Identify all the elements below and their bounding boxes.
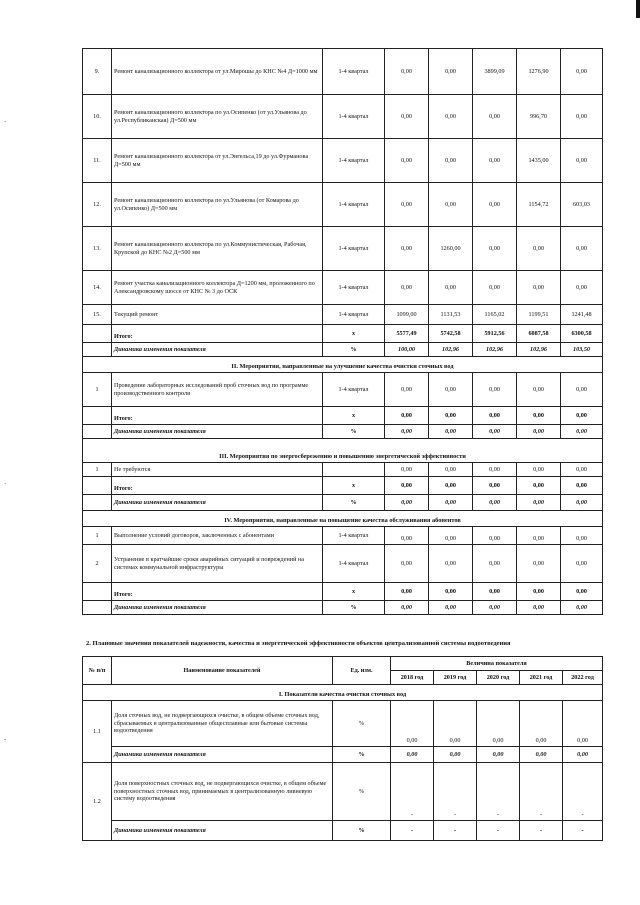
value-cell-1: 0,00 <box>385 373 429 407</box>
table-row <box>83 463 603 477</box>
value-cell-1: 0,00 <box>385 477 429 495</box>
indicator-name: Доля сточных вод, не подвергающихся очистке, в общем объеме сточных вод, сбрасываемых в централизованные общесплавные или бытовые системы водоотведения <box>112 701 333 747</box>
row-number: 2 <box>83 545 112 583</box>
total-label: Итого: <box>112 325 323 343</box>
value-cell-1: - <box>391 763 434 821</box>
value-cell-5: 0,00 <box>561 545 603 583</box>
value-cell-1: 0,00 <box>385 463 429 477</box>
value-cell-5: 0,00 <box>561 373 603 407</box>
value-cell-4: 0,00 <box>517 601 561 615</box>
period-cell: 1-4 квартал <box>323 95 385 139</box>
value-cell-1: 1099,00 <box>385 305 429 325</box>
table-row <box>83 373 603 407</box>
page-edge-mark <box>636 0 640 18</box>
measure-name: Не требуются <box>112 463 323 477</box>
measure-name: Ремонт канализационного коллектора по ул.Ульянова (от Комарова до ул.Осипенко) Д=500 мм <box>112 183 323 227</box>
row-number: 15. <box>83 305 112 325</box>
row-number: 1 <box>83 527 112 545</box>
period-cell: 1-4 квартал <box>323 527 385 545</box>
row-number: 11. <box>83 139 112 183</box>
row-number: 1.1 <box>83 701 112 763</box>
value-cell-1: 0,00 <box>385 425 429 439</box>
table-row <box>83 227 603 271</box>
total-row <box>83 325 603 343</box>
value-cell-4: 0,00 <box>520 701 563 747</box>
indicator-name: Доля поверхностных сточных вод, не подвергающихся очистке, в общем объеме поверхностных сточных вод, принимаемых в централизованную ливневую систему водоотведения <box>112 763 333 821</box>
value-cell-5: 0,00 <box>561 425 603 439</box>
table-row <box>83 763 603 821</box>
row-number: 14. <box>83 271 112 305</box>
section-heading: I. Показатели качества очистки сточных вод <box>83 685 603 701</box>
year-header-2: 2019 год <box>434 671 477 685</box>
value-cell-1: 0,00 <box>385 527 429 545</box>
row-number: 9. <box>83 49 112 95</box>
year-header-5: 2022 год <box>563 671 603 685</box>
empty-cell <box>83 343 112 357</box>
unit-cell: х <box>323 325 385 343</box>
value-cell-5: 0,00 <box>561 527 603 545</box>
value-cell-5: 0,00 <box>561 139 603 183</box>
value-cell-4: 1435,00 <box>517 139 561 183</box>
period-cell: 1-4 квартал <box>323 545 385 583</box>
value-cell-3: 0,00 <box>473 271 517 305</box>
value-cell-1: 0,00 <box>385 601 429 615</box>
value-cell-2: 0,00 <box>429 49 473 95</box>
value-cell-2: 1131,53 <box>429 305 473 325</box>
value-cell-1: 5577,49 <box>385 325 429 343</box>
total-row <box>83 583 603 601</box>
unit-cell: % <box>323 601 385 615</box>
value-cell-1: - <box>391 821 434 841</box>
value-cell-3: 0,00 <box>473 495 517 511</box>
unit-cell: х <box>323 583 385 601</box>
value-cell-2: 0,00 <box>429 601 473 615</box>
value-cell-4: 1276,90 <box>517 49 561 95</box>
section-row <box>83 357 603 373</box>
value-cell-4: 1199,51 <box>517 305 561 325</box>
value-cell-2: 0,00 <box>429 271 473 305</box>
value-cell-5: 603,03 <box>561 183 603 227</box>
value-cell-4: 0,00 <box>517 271 561 305</box>
value-cell-1: 0,00 <box>385 139 429 183</box>
margin-mark: · <box>4 480 7 488</box>
section-row <box>83 511 603 527</box>
dynamics-label: Динамика изменения показателя <box>112 747 333 763</box>
value-cell-5: 0,00 <box>561 271 603 305</box>
value-cell-4: 0,00 <box>517 545 561 583</box>
value-cell-4: 102,96 <box>517 343 561 357</box>
value-cell-4: - <box>520 763 563 821</box>
dynamics-row <box>83 343 603 357</box>
dynamics-label: Динамика изменения показателя <box>112 343 323 357</box>
measure-name: Ремонт канализационного коллектора от ул.Мирошы до КНС №4 Д=1000 мм <box>112 49 323 95</box>
value-cell-3: 0,00 <box>473 527 517 545</box>
measure-name: Текущий ремонт <box>112 305 323 325</box>
value-cell-2: 5742,58 <box>429 325 473 343</box>
value-cell-4: 0,00 <box>520 747 563 763</box>
value-cell-2: 0,00 <box>429 583 473 601</box>
dynamics-row <box>83 601 603 615</box>
unit-cell: х <box>323 407 385 425</box>
value-cell-2: 102,96 <box>429 343 473 357</box>
value-cell-4: 0,00 <box>517 527 561 545</box>
measure-name: Ремонт участка канализационного коллектора Д=1200 мм, проложенного по Александровскому шоссе от КНС № 3 до ОСК <box>112 271 323 305</box>
measure-name: Ремонт канализационного коллектора от ул.Энгельса,19 до ул.Фурманова Д=500 мм <box>112 139 323 183</box>
header-number: № п/п <box>83 657 112 685</box>
value-cell-1: 0,00 <box>391 701 434 747</box>
value-cell-4: 0,00 <box>517 463 561 477</box>
value-cell-3: 0,00 <box>473 425 517 439</box>
row-number: 1 <box>83 373 112 407</box>
total-label: Итого: <box>112 477 323 495</box>
header-value: Величина показателя <box>391 657 603 671</box>
dynamics-row <box>83 747 603 763</box>
header-name: Наименование показателей <box>112 657 333 685</box>
table-row <box>83 49 603 95</box>
value-cell-2: 1260,00 <box>429 227 473 271</box>
total-row <box>83 477 603 495</box>
total-row <box>83 407 603 425</box>
dynamics-label: Динамика изменения показателя <box>112 821 333 841</box>
section-caption: 2. Плановые значения показателей надежности, качества и энергетической эффективности объектов централизованной системы водоотведения <box>86 640 511 647</box>
year-header-4: 2021 год <box>520 671 563 685</box>
unit-cell: % <box>323 495 385 511</box>
unit-cell: % <box>323 343 385 357</box>
period-cell: 1-4 квартал <box>323 139 385 183</box>
value-cell-4: 0,00 <box>517 227 561 271</box>
value-cell-3: 0,00 <box>473 601 517 615</box>
empty-cell <box>83 601 112 615</box>
measures-table <box>82 48 603 615</box>
value-cell-3: 0,00 <box>473 407 517 425</box>
value-cell-5: - <box>563 821 603 841</box>
period-cell: 1-4 квартал <box>323 227 385 271</box>
section-heading: IV. Мероприятия, направленные на повышение качества обслуживания абонентов <box>83 511 603 527</box>
value-cell-5: 1241,48 <box>561 305 603 325</box>
value-cell-3: 102,96 <box>473 343 517 357</box>
value-cell-5: 0,00 <box>561 227 603 271</box>
value-cell-2: 0,00 <box>429 183 473 227</box>
value-cell-2: 0,00 <box>429 373 473 407</box>
value-cell-3: 0,00 <box>473 583 517 601</box>
value-cell-3: 3899,09 <box>473 49 517 95</box>
value-cell-5: 103,50 <box>561 343 603 357</box>
value-cell-2: 0,00 <box>429 407 473 425</box>
value-cell-3: 1165,02 <box>473 305 517 325</box>
empty-cell <box>83 325 112 343</box>
table-row <box>83 701 603 747</box>
measure-name: Проведение лабораторных исследований проб сточных вод по программе производственного контроля <box>112 373 323 407</box>
value-cell-2: 0,00 <box>429 425 473 439</box>
value-cell-1: 0,00 <box>385 583 429 601</box>
dynamics-label: Динамика изменения показателя <box>112 425 323 439</box>
empty-cell <box>83 477 112 495</box>
table-row <box>83 95 603 139</box>
value-cell-4: 6087,58 <box>517 325 561 343</box>
value-cell-3: 5912,56 <box>473 325 517 343</box>
value-cell-1: 0,00 <box>385 227 429 271</box>
value-cell-1: 0,00 <box>385 271 429 305</box>
dynamics-label: Динамика изменения показателя <box>112 495 323 511</box>
value-cell-2: 0,00 <box>429 527 473 545</box>
value-cell-3: 0,00 <box>473 227 517 271</box>
value-cell-2: 0,00 <box>429 139 473 183</box>
table-row <box>83 183 603 227</box>
section-row <box>83 685 603 701</box>
value-cell-1: 0,00 <box>385 183 429 227</box>
period-cell: 1-4 квартал <box>323 373 385 407</box>
value-cell-1: 0,00 <box>391 747 434 763</box>
value-cell-5: 0,00 <box>561 95 603 139</box>
value-cell-1: 0,00 <box>385 545 429 583</box>
value-cell-2: 0,00 <box>434 747 477 763</box>
section-heading: II. Мероприятия, направленные на улучшение качества очистки сточных вод <box>83 357 603 373</box>
measure-name: Устранение в кратчайшие сроки аварийных ситуаций и повреждений на системах коммунальной инфраструктуры <box>112 545 323 583</box>
table-row <box>83 545 603 583</box>
total-label: Итого: <box>112 407 323 425</box>
value-cell-5: 0,00 <box>561 49 603 95</box>
value-cell-2: 0,00 <box>434 701 477 747</box>
value-cell-4: 0,00 <box>517 495 561 511</box>
value-cell-1: 0,00 <box>385 49 429 95</box>
value-cell-3: 0,00 <box>473 545 517 583</box>
header-unit: Ед. изм. <box>333 657 391 685</box>
measure-name: Выполнение условий договоров, заключенных с абонентами <box>112 527 323 545</box>
period-cell: 1-4 квартал <box>323 183 385 227</box>
value-cell-3: 0,00 <box>473 183 517 227</box>
value-cell-3: 0,00 <box>477 701 520 747</box>
value-cell-4: - <box>520 821 563 841</box>
value-cell-5: 0,00 <box>563 701 603 747</box>
value-cell-3: 0,00 <box>473 477 517 495</box>
year-header-1: 2018 год <box>391 671 434 685</box>
period-cell <box>323 463 385 477</box>
value-cell-3: 0,00 <box>473 139 517 183</box>
value-cell-1: 0,00 <box>385 495 429 511</box>
value-cell-1: 0,00 <box>385 407 429 425</box>
year-header-3: 2020 год <box>477 671 520 685</box>
unit-cell: % <box>333 701 391 747</box>
value-cell-2: 0,00 <box>429 463 473 477</box>
unit-cell: % <box>333 821 391 841</box>
header-row <box>83 657 603 671</box>
unit-cell: х <box>323 477 385 495</box>
table-row <box>83 527 603 545</box>
value-cell-3: - <box>477 821 520 841</box>
value-cell-5: 0,00 <box>561 583 603 601</box>
value-cell-4: 0,00 <box>517 373 561 407</box>
total-label: Итого: <box>112 583 323 601</box>
value-cell-4: 0,00 <box>517 407 561 425</box>
value-cell-5: 0,00 <box>561 477 603 495</box>
section-row <box>83 439 603 463</box>
value-cell-3: 0,00 <box>473 95 517 139</box>
empty-cell <box>83 407 112 425</box>
value-cell-5: 0,00 <box>561 407 603 425</box>
value-cell-5: - <box>563 763 603 821</box>
period-cell: 1-4 квартал <box>323 49 385 95</box>
value-cell-2: - <box>434 821 477 841</box>
row-number: 12. <box>83 183 112 227</box>
dynamics-label: Динамика изменения показателя <box>112 601 323 615</box>
value-cell-4: 0,00 <box>517 583 561 601</box>
value-cell-3: 0,00 <box>477 747 520 763</box>
value-cell-5: 0,00 <box>563 747 603 763</box>
table-row <box>83 139 603 183</box>
value-cell-5: 0,00 <box>561 601 603 615</box>
dynamics-row <box>83 821 603 841</box>
value-cell-2: - <box>434 763 477 821</box>
unit-cell: % <box>323 425 385 439</box>
measure-name: Ремонт канализационного коллектора по ул.Коммунистическая, Рабочая, Крупской до КНС №2 Д=500 мм <box>112 227 323 271</box>
value-cell-2: 0,00 <box>429 95 473 139</box>
period-cell: 1-4 квартал <box>323 271 385 305</box>
value-cell-3: 0,00 <box>473 463 517 477</box>
value-cell-4: 996,70 <box>517 95 561 139</box>
dynamics-row <box>83 425 603 439</box>
value-cell-5: 6300,58 <box>561 325 603 343</box>
row-number: 1.2 <box>83 763 112 841</box>
dynamics-row <box>83 495 603 511</box>
table-row <box>83 305 603 325</box>
value-cell-2: 0,00 <box>429 545 473 583</box>
row-number: 10. <box>83 95 112 139</box>
value-cell-2: 0,00 <box>429 477 473 495</box>
value-cell-4: 0,00 <box>517 425 561 439</box>
empty-cell <box>83 495 112 511</box>
unit-cell: % <box>333 747 391 763</box>
empty-cell <box>83 583 112 601</box>
unit-cell: % <box>333 763 391 821</box>
table-row <box>83 271 603 305</box>
row-number: 1 <box>83 463 112 477</box>
value-cell-5: 0,00 <box>561 463 603 477</box>
value-cell-4: 1154,72 <box>517 183 561 227</box>
value-cell-3: 0,00 <box>473 373 517 407</box>
value-cell-5: 0,00 <box>561 495 603 511</box>
margin-mark: · <box>4 118 7 126</box>
section-heading: III. Мероприятия по энергосбережению и повышению энергетической эффективности <box>83 439 603 463</box>
value-cell-4: 0,00 <box>517 477 561 495</box>
value-cell-1: 100,00 <box>385 343 429 357</box>
margin-mark: - <box>4 735 7 743</box>
value-cell-1: 0,00 <box>385 95 429 139</box>
indicators-table <box>82 656 603 841</box>
period-cell: 1-4 квартал <box>323 305 385 325</box>
value-cell-3: - <box>477 763 520 821</box>
row-number: 13. <box>83 227 112 271</box>
value-cell-2: 0,00 <box>429 495 473 511</box>
empty-cell <box>83 425 112 439</box>
measure-name: Ремонт канализационного коллектора по ул.Осипенко (от ул.Ульянова до ул.Республиканская) Д=500 мм <box>112 95 323 139</box>
